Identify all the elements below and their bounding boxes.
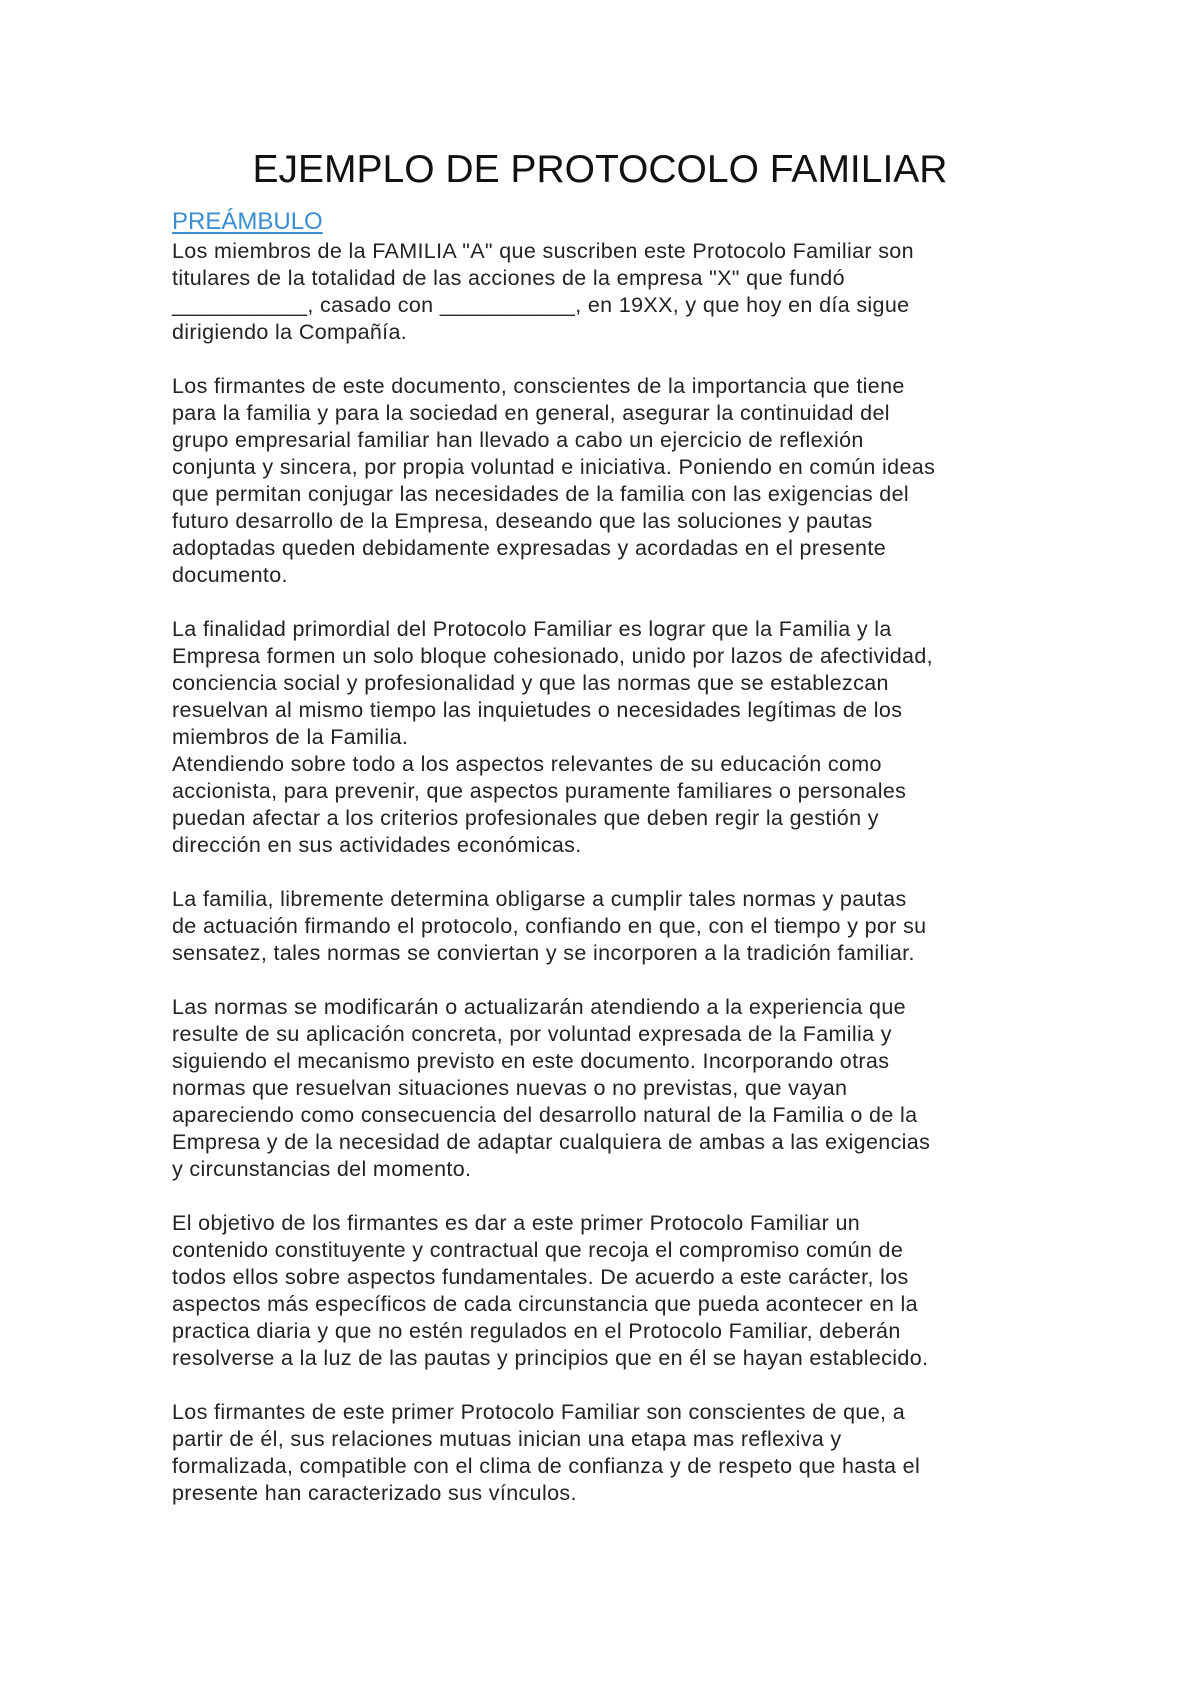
paragraph-6: Las normas se modificarán o actualizarán atendiendo a la experiencia que resulte de su aplicación concreta, por voluntad expresada de la Familia y siguiendo el mecanismo previsto en este documento. Incorporando otras normas que resuelvan situaciones nuevas o no previstas, que vayan apareciendo como consecuencia del desarrollo natural de la Familia o de la Empresa y de la necesidad de adaptar cualquiera de ambas a las exigencias y circunstancias del momento. — [172, 995, 931, 1181]
document-body — [172, 206, 1052, 1507]
document-title: EJEMPLO DE PROTOCOLO FAMILIAR — [252, 148, 948, 191]
paragraph-4: Atendiendo sobre todo a los aspectos relevantes de su educación como accionista, para prevenir, que aspectos puramente familiares o personales puedan afectar a los criterios profesionales que deben regir la gestión y dirección en sus actividades económicas. — [172, 752, 907, 857]
paragraph-7: El objetivo de los firmantes es dar a este primer Protocolo Familiar un contenido constituyente y contractual que recoja el compromiso común de todos ellos sobre aspectos fundamentales. De acuerdo a este carácter, los aspectos más específicos de cada circunstancia que pueda acontecer en la practica diaria y que no estén regulados en el Protocolo Familiar, deberán resolverse a la luz de las pautas y principios que en él se hayan establecido. — [172, 1211, 929, 1370]
paragraph-2: Los firmantes de este documento, conscientes de la importancia que tiene para la familia y para la sociedad en general, asegurar la continuidad del grupo empresarial familiar han llevado a cabo un ejercicio de reflexión conjunta y sincera, por propia voluntad e iniciativa. Poniendo en común ideas que permitan conjugar las necesidades de la familia con las exigencias del futuro desarrollo de la Empresa, deseando que las soluciones y pautas adoptadas queden debidamente expresadas y acordadas en el presente documento. — [172, 374, 936, 587]
section-heading-preambulo[interactable]: PREÁMBULO — [172, 208, 323, 235]
paragraph-5: La familia, libremente determina obligarse a cumplir tales normas y pautas de actuación firmando el protocolo, confiando en que, con el tiempo y por su sensatez, tales normas se conviertan y se incorporen a la tradición familiar. — [172, 887, 927, 965]
paragraph-8: Los firmantes de este primer Protocolo Familiar son conscientes de que, a partir de él, sus relaciones mutuas inician una etapa mas reflexiva y formalizada, compatible con el clima de confianza y de respeto que hasta el presente han caracterizado sus vínculos. — [172, 1400, 921, 1505]
paragraph-1: Los miembros de la FAMILIA "A" que suscriben este Protocolo Familiar son titulares de la totalidad de las acciones de la empresa "X" que fundó ___________, casado con ___________, en 19XX, y que hoy en día sigue dirigiendo la Compañía. — [172, 239, 914, 344]
paragraph-3: La finalidad primordial del Protocolo Familiar es lograr que la Familia y la Empresa formen un solo bloque cohesionado, unido por lazos de afectividad, conciencia social y profesionalidad y que las normas que se establezcan resuelvan al mismo tiempo las inquietudes o necesidades legítimas de los miembros de la Familia. — [172, 617, 933, 749]
